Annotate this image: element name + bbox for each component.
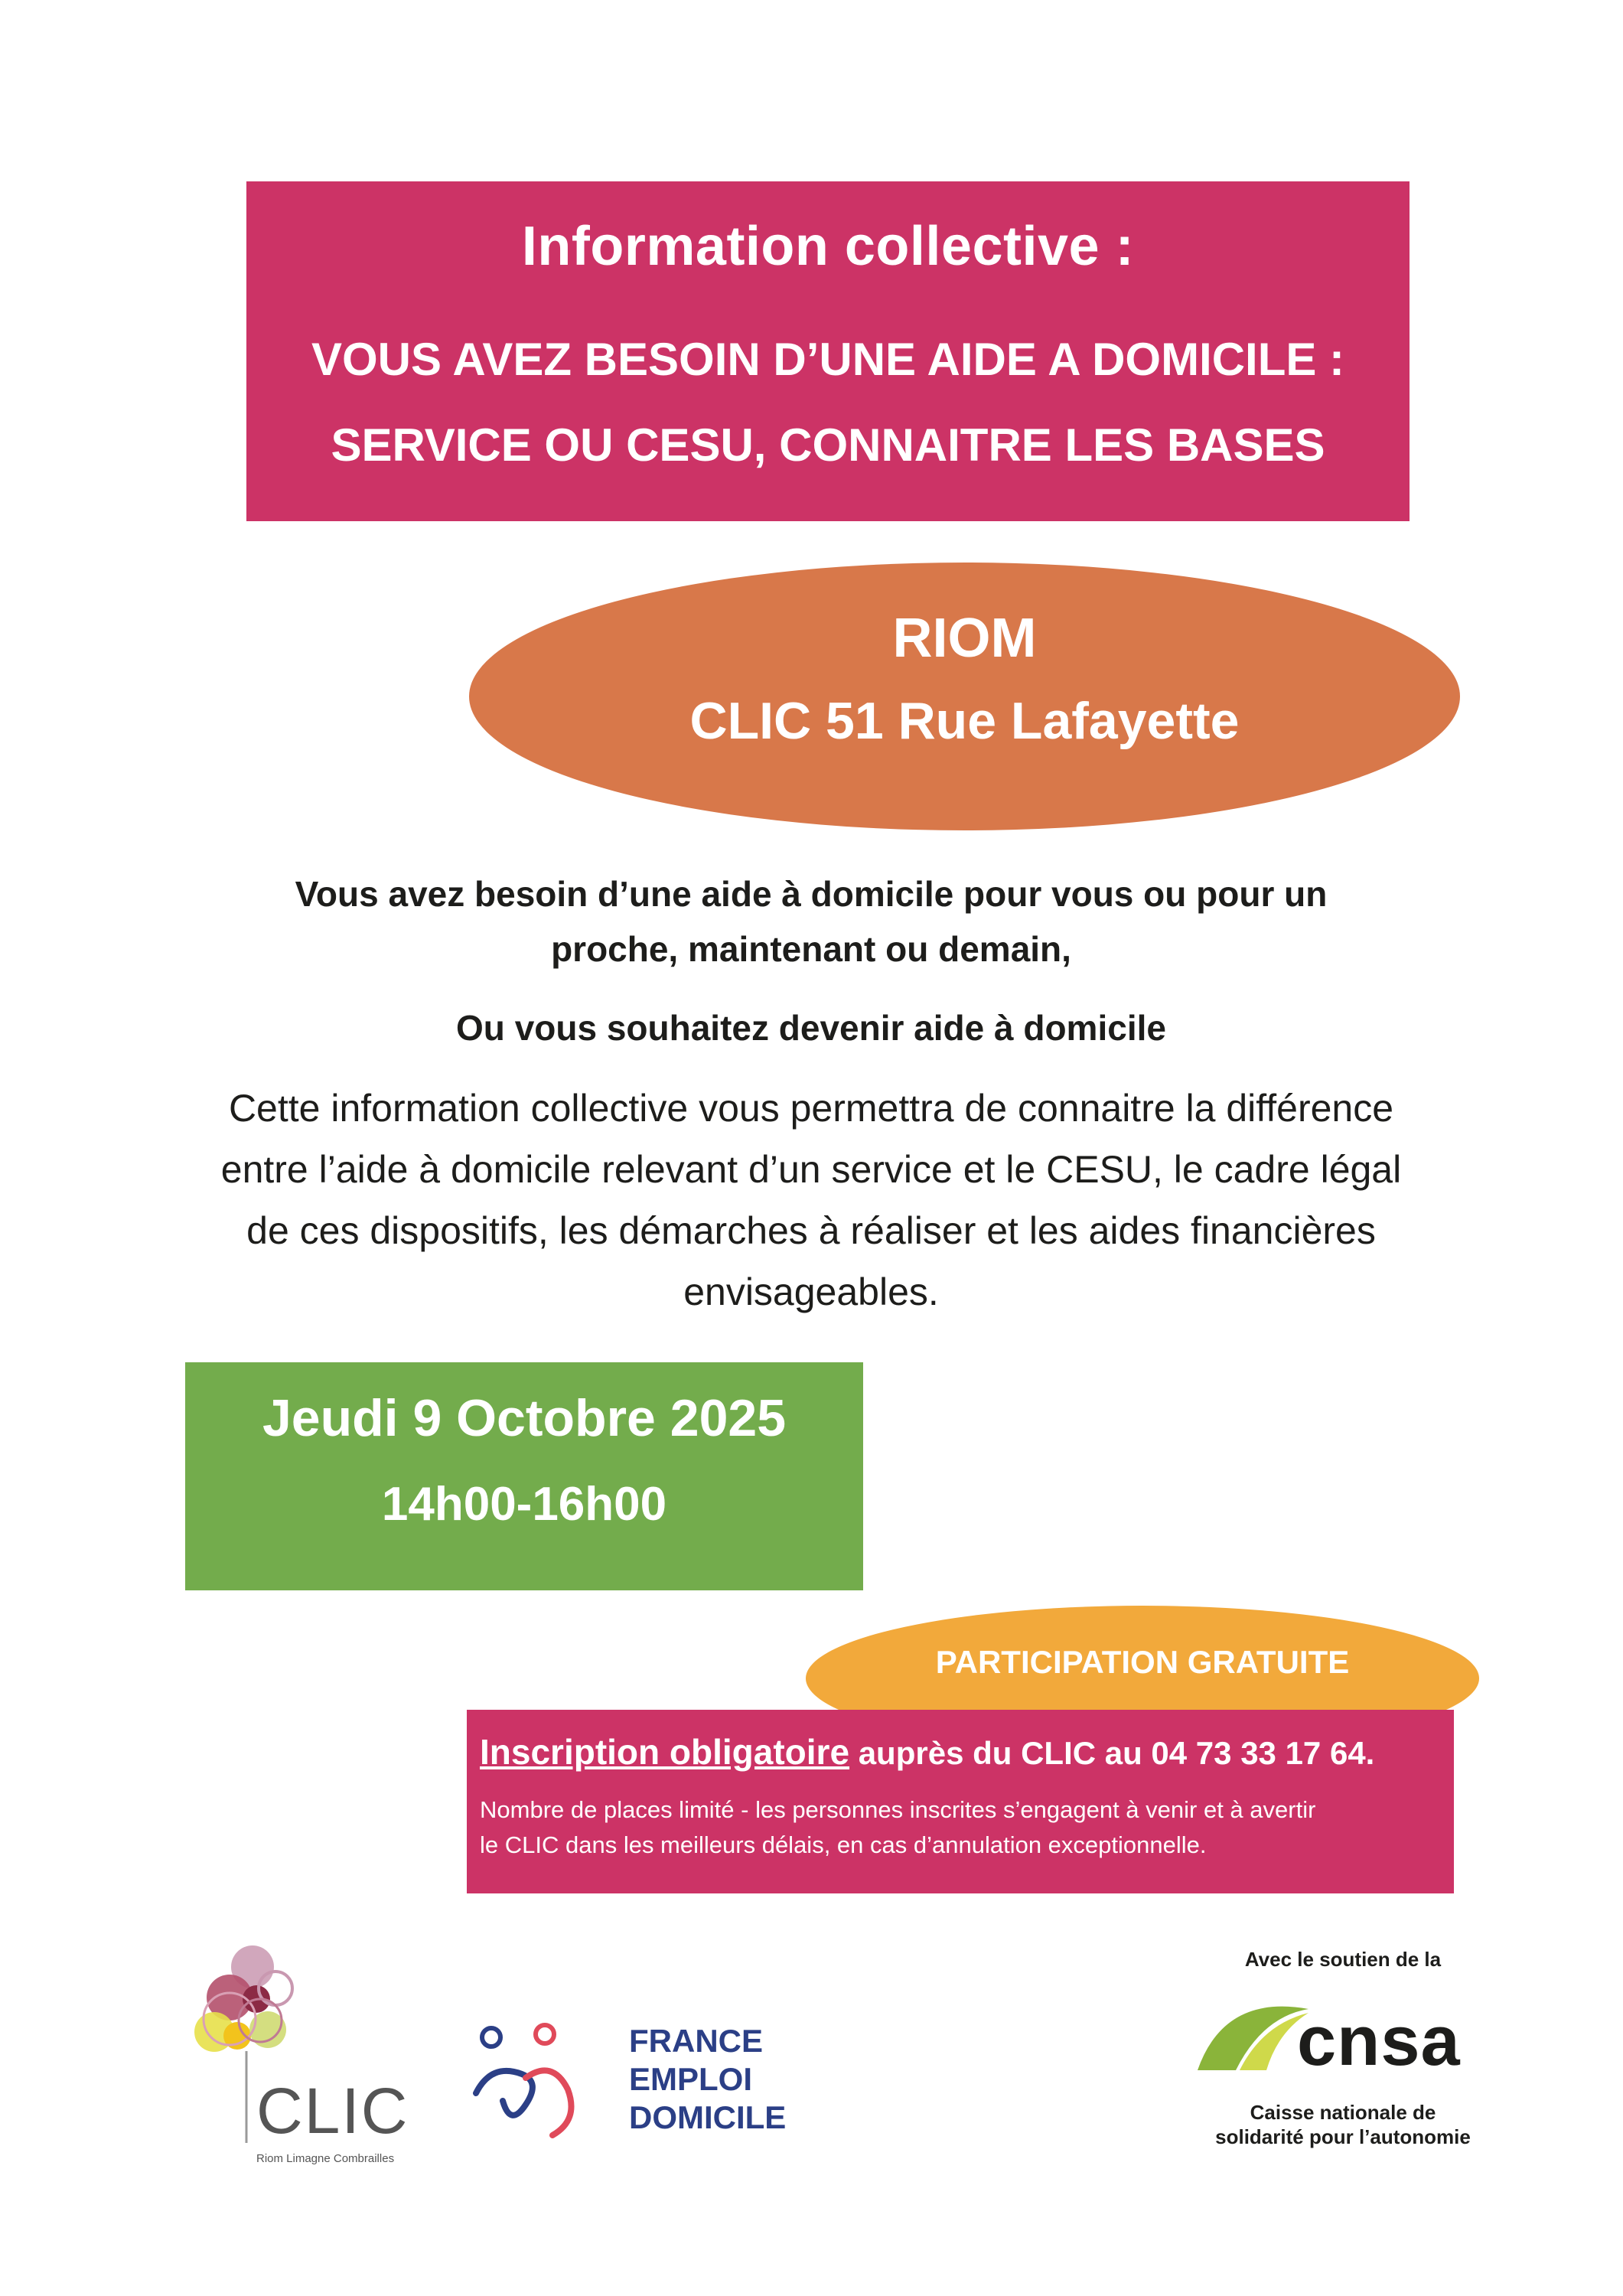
fed-line1: FRANCE [629,2023,763,2059]
location-ellipse [469,563,1460,830]
description-line3: de ces dispositifs, les démarches à réaliser et les aides financières [246,1209,1376,1252]
event-time: 14h00-16h00 [381,1478,667,1531]
title-banner [246,181,1410,521]
description-text [153,1078,1469,1322]
people-icon [468,2020,606,2151]
intro-line1: Vous avez besoin d’une aide à domicile pour vous ou pour un [295,874,1328,914]
cnsa-subtitle-line2: solidarité pour l’autonomie [1215,2125,1471,2148]
location-city: RIOM [892,608,1037,669]
intro-text [122,866,1500,977]
title-subtitle-line2: SERVICE OU CESU, CONNAITRE LES BASES [331,419,1325,471]
inscription-line [480,1731,1446,1773]
cnsa-logo-text: cnsa [1297,2002,1461,2080]
cnsa-block [1194,1948,1492,2148]
event-date: Jeudi 9 Octobre 2025 [262,1389,787,1447]
inscription-contact: auprès du CLIC au 04 73 33 17 64. [849,1735,1375,1771]
date-box [185,1362,863,1590]
clic-logo-text: CLIC [256,2075,409,2147]
fed-line2: EMPLOI [629,2061,753,2097]
clic-logo-subtitle: Riom Limagne Combrailles [256,2152,395,2165]
france-emploi-domicile-text [629,2022,786,2137]
intro-line2: proche, maintenant ou demain, [551,929,1071,969]
location-address: CLIC 51 Rue Lafayette [689,692,1240,750]
inscription-note [480,1792,1439,1863]
cnsa-subtitle-line1: Caisse nationale de [1250,2101,1436,2124]
alt-text: Ou vous souhaitez devenir aide à domicile [456,1008,1166,1048]
fed-line3: DOMICILE [629,2099,787,2135]
inscription-note-line1: Nombre de places limité - les personnes inscrites s’engagent à venir et à avertir [480,1796,1316,1823]
france-emploi-domicile-logo [468,2020,828,2151]
description-line4: envisageables. [683,1270,939,1313]
description-line2: entre l’aide à domicile relevant d’un service et le CESU, le cadre légal [220,1148,1402,1191]
clic-logo [184,1944,429,2166]
participation-label: PARTICIPATION GRATUITE [935,1644,1350,1680]
description-line1: Cette information collective vous permettra de connaitre la différence [228,1087,1394,1130]
inscription-required: Inscription obligatoire [480,1732,850,1772]
title-main: Information collective : [521,216,1135,277]
title-subtitle-line1: VOUS AVEZ BESOIN D’UNE AIDE A DOMICILE : [311,334,1345,385]
inscription-box [467,1710,1454,1893]
inscription-note-line2: le CLIC dans les meilleurs délais, en cas d’annulation exceptionnelle. [480,1831,1207,1858]
cnsa-support-text: Avec le soutien de la [1244,1948,1442,1971]
